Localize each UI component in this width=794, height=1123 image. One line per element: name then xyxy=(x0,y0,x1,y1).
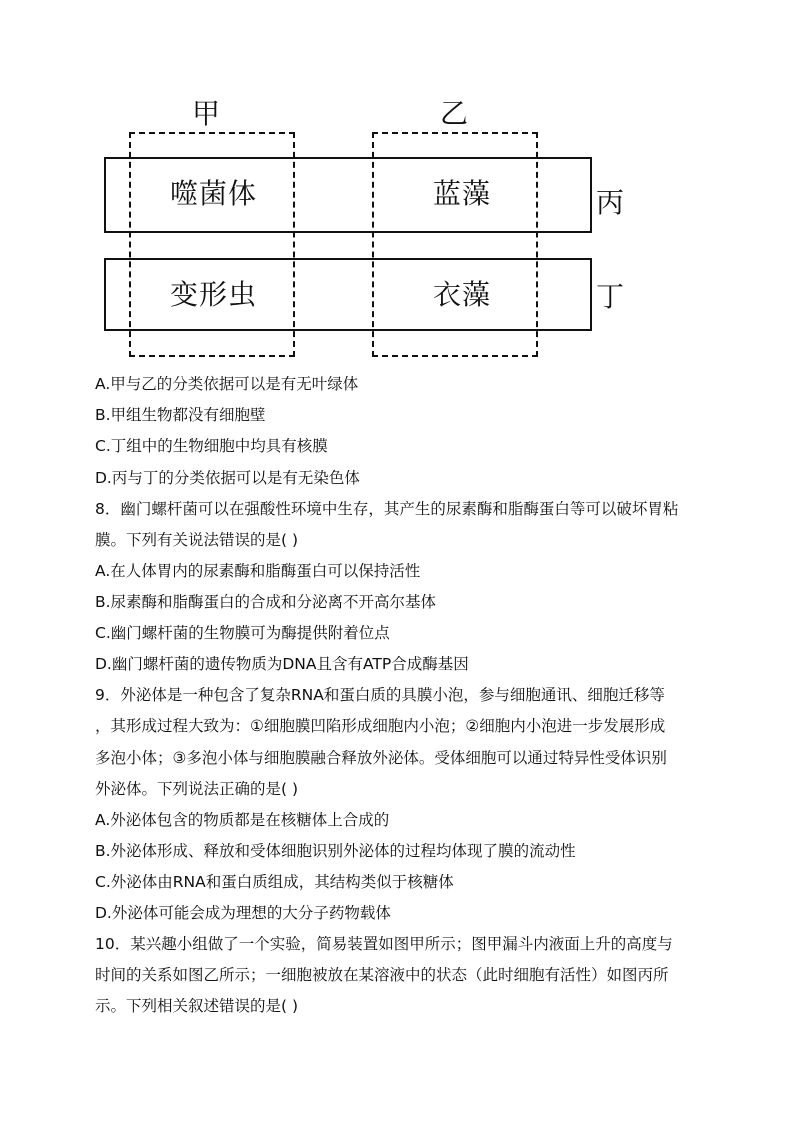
option-line: B.尿素酶和脂酶蛋白的合成和分泌离不开高尔基体 xyxy=(95,593,437,611)
row-label-ding: 丁 xyxy=(596,280,625,313)
question-10-stem: 示。下列相关叙述错误的是( ) xyxy=(95,997,299,1015)
option-line: B.外泌体形成、释放和受体细胞识别外泌体的过程均体现了膜的流动性 xyxy=(95,842,576,860)
option-line: D.幽门螺杆菌的遗传物质为DNA且含有ATP合成酶基因 xyxy=(95,655,469,673)
dashed-group-yi xyxy=(372,132,538,357)
option-line: A.甲与乙的分类依据可以是有无叶绿体 xyxy=(95,375,359,393)
option-line: B.甲组生物都没有细胞壁 xyxy=(95,406,266,424)
option-line: A.在人体胃内的尿素酶和脂酶蛋白可以保持活性 xyxy=(95,562,421,580)
question-9-stem: 多泡小体；③多泡小体与细胞膜融合释放外泌体。受体细胞可以通过特异性受体识别 xyxy=(95,749,667,767)
option-line: D.外泌体可能会成为理想的大分子药物载体 xyxy=(95,904,391,922)
column-label-yi: 乙 xyxy=(440,97,469,130)
question-10-stem: 时间的关系如图乙所示；一细胞被放在某溶液中的状态（此时细胞有活性）如图丙所 xyxy=(95,966,669,984)
question-9-stem: ，其形成过程大致为：①细胞膜凹陷形成细胞内小泡；②细胞内小泡进一步发展形成 xyxy=(95,717,666,735)
classification-diagram xyxy=(0,0,794,370)
question-8-stem: 8．幽门螺杆菌可以在强酸性环境中生存，其产生的尿素酶和脂酶蛋白等可以破坏胃粘 xyxy=(95,500,679,518)
dashed-group-jia xyxy=(129,132,295,357)
option-line: A.外泌体包含的物质都是在核糖体上合成的 xyxy=(95,811,390,829)
row-label-bing: 丙 xyxy=(596,186,625,219)
option-line: C.外泌体由RNA和蛋白质组成，其结构类似于核糖体 xyxy=(95,873,454,891)
option-line: D.丙与丁的分类依据可以是有无染色体 xyxy=(95,469,360,487)
question-9-stem: 外泌体。下列说法正确的是( ) xyxy=(95,780,299,798)
option-line: C.丁组中的生物细胞中均具有核膜 xyxy=(95,437,328,455)
question-10-stem: 10．某兴趣小组做了一个实验，简易装置如图甲所示；图甲漏斗内液面上升的高度与 xyxy=(95,935,673,953)
option-line: C.幽门螺杆菌的生物膜可为酶提供附着位点 xyxy=(95,624,390,642)
cell-chlamydomonas: 衣藻 xyxy=(433,278,492,311)
cell-cyanobacteria: 蓝藻 xyxy=(433,177,492,210)
question-8-stem: 膜。下列有关说法错误的是( ) xyxy=(95,531,299,549)
question-9-stem: 9．外泌体是一种包含了复杂RNA和蛋白质的具膜小泡，参与细胞通讯、细胞迁移等 xyxy=(95,686,665,704)
cell-amoeba: 变形虫 xyxy=(170,278,258,311)
cell-bacteriophage: 噬菌体 xyxy=(170,177,258,210)
column-label-jia: 甲 xyxy=(192,97,221,130)
